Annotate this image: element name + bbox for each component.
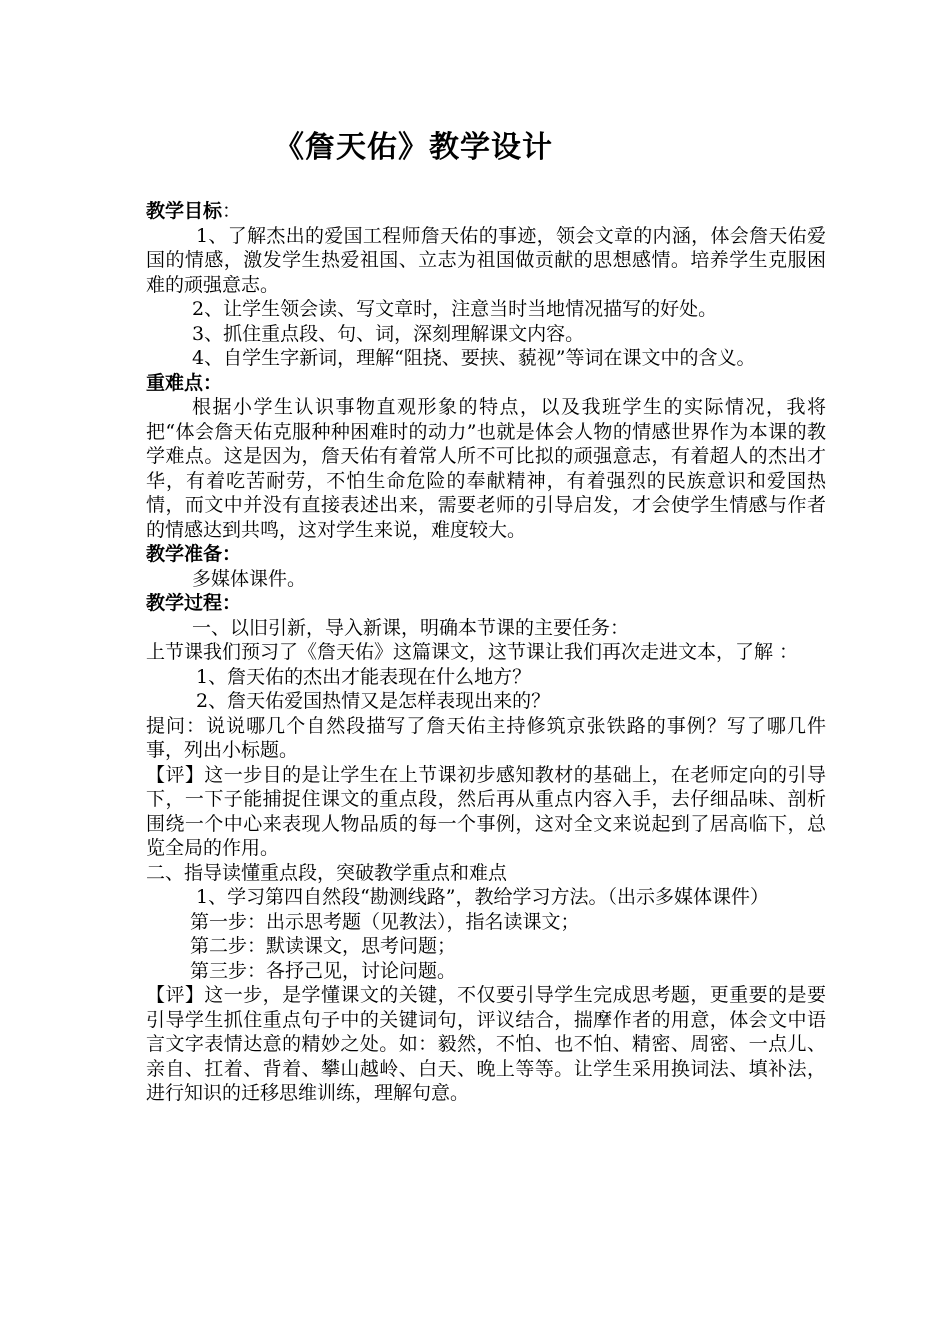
- objective-item: 4、自学生字新词，理解“阻挠、要挟、藐视”等词在课文中的含义。: [192, 347, 756, 369]
- process-question: 2、詹天佑爱国热情又是怎样表现出来的？: [196, 690, 551, 712]
- objective-item: 1、了解杰出的爱国工程师詹天佑的事迹，领会文章的内涵，体会詹天佑爱国的情感，激发学生热爱祖国、立志为祖国做贡献的思想感情。培养学生克服困难的顽强意志。: [146, 224, 826, 296]
- process-item: 1、学习第四自然段“勘测线路”，教给学习方法。（出示多媒体课件）: [196, 886, 770, 908]
- process-paragraph: 上节课我们预习了《詹天佑》这篇课文，这节课让我们再次走进文本，了解 ：: [146, 641, 799, 663]
- document-body: [146, 199, 826, 1106]
- section-heading-objectives: 教学目标：: [146, 200, 242, 222]
- process-step-title: 二、指导读懂重点段，突破教学重点和难点: [146, 861, 508, 884]
- comment-paragraph: 【评】这一步，是学懂课文的关键，不仅要引导学生完成思考题，更重要的是要引导学生抓住重点句子中的关键词句，评议结合，揣摩作者的用意，体会文中语言文字表情达意的精妙之处。如：毅然，不怕、也不怕、精密、周密、一点儿、亲自、扛着、背着、攀山越岭、白天、晚上等等。让学生采用换词法、填补法，进行知识的迁移思维训练，理解句意。: [146, 984, 826, 1104]
- preparation-paragraph: 多媒体课件。: [192, 567, 307, 590]
- process-substep: 第三步：各抒己见，讨论问题。: [190, 959, 457, 982]
- process-paragraph: 提问：说说哪几个自然段描写了詹天佑主持修筑京张铁路的事例？写了哪几件事，列出小标题。: [146, 714, 826, 761]
- process-substep: 第一步：出示思考题（见教法），指名读课文；: [190, 910, 580, 933]
- objective-item: 3、抓住重点段、句、词，深刻理解课文内容。: [192, 322, 585, 345]
- objective-item: 2、让学生领会读、写文章时，注意当时当地情况描写的好处。: [192, 298, 718, 320]
- document-title: 《詹天佑》教学设计: [274, 130, 553, 165]
- process-question: 1、詹天佑的杰出才能表现在什么地方？: [196, 665, 532, 688]
- comment-paragraph: 【评】这一步目的是让学生在上节课初步感知教材的基础上，在老师定向的引导下，一下子能捕捉住课文的重点段，然后再从重点内容入手，去仔细品味、剖析围绕一个中心来表现人物品质的每一个事例，这对全文来说起到了居高临下，总览全局的作用。: [146, 763, 826, 859]
- section-heading-process: 教学过程：: [146, 592, 242, 614]
- section-heading-difficulty: 重难点：: [146, 371, 223, 394]
- difficulty-paragraph: 根据小学生认识事物直观形象的特点，以及我班学生的实际情况，我将把“体会詹天佑克服种种困难时的动力”也就是体会人物的情感世界作为本课的教学难点。这是因为，詹天佑有着常人所不可比拟的顽强意志，有着超人的杰出才华，有着吃苦耐劳，不怕生命危险的奉献精神，有着强烈的民族意识和爱国热情，而文中并没有直接表述出来，需要老师的引导启发，才会使学生情感与作者的情感达到共鸣，这对学生来说，难度较大。: [146, 396, 826, 541]
- process-substep: 第二步：默读课文，思考问题；: [190, 935, 457, 957]
- section-heading-preparation: 教学准备：: [146, 543, 242, 565]
- process-step-title: 一、以旧引新，导入新课，明确本节课的主要任务：: [192, 616, 630, 639]
